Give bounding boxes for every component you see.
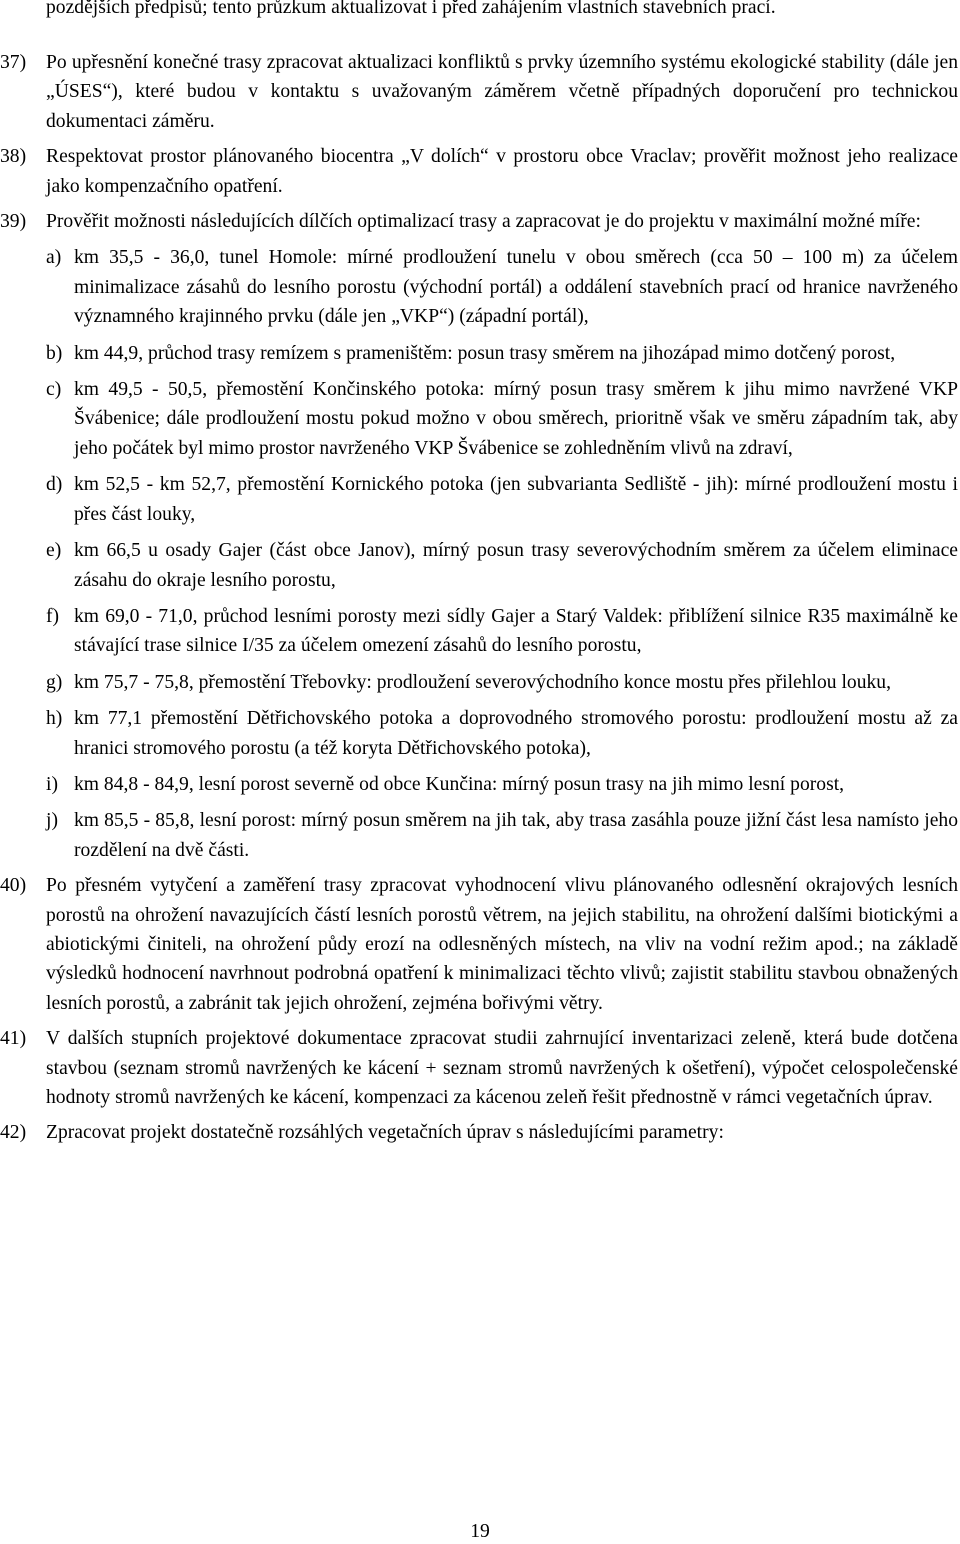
item-text: Po přesném vytyčení a zaměření trasy zpracovat vyhodnocení vlivu plánovaného odlesnění okrajových lesních porostů na ohrožení navazujících částí lesních porostů větrem, na jejich stabilitu, na ohrožení dalšími biotickými a abiotickými činiteli, na ohrožení půdy erozí na odlesněných místech, na vliv na vodní režim apod.; na základě výsledků hodnocení navrhnout podrobná opatření k minimalizaci těchto vlivů; zajistit stabilitu stavbou obnažených lesních porostů, a zabránit tak jejich ohrožení, zejména bořivými větry. bbox=[46, 875, 958, 1014]
subitem-text: km 84,8 - 84,9, lesní porost severně od obce Kunčina: mírný posun trasy na jih mimo lesní porost, bbox=[74, 773, 845, 795]
item-37 bbox=[0, 48, 960, 136]
subitem-j bbox=[0, 806, 960, 865]
subitem-text: km 52,5 - km 52,7, přemostění Kornického potoka (jen subvarianta Sedliště - jih): mírné prodloužení mostu i přes část louky, bbox=[74, 474, 958, 525]
subitem-text: km 77,1 přemostění Dětřichovského potoka a doprovodného stromového porostu: prodloužení mostu až za hranici stromového porostu (a též koryta Dětřichovského potoka), bbox=[74, 708, 958, 759]
subitem-f bbox=[0, 602, 960, 661]
intro-continuation: pozdějších předpisů; tento průzkum aktualizovat i před zahájením vlastních stavebních prací. bbox=[46, 0, 776, 18]
item-text: Respektovat prostor plánovaného biocentra „V dolích“ v prostoru obce Vraclav; prověřit možnost jeho realizace jako kompenzačního opatření. bbox=[46, 146, 958, 197]
item-number: 41) bbox=[0, 1028, 27, 1050]
subitem-text: km 44,9, průchod trasy remízem s prameništěm: posun trasy směrem na jihozápad mimo dotčený porost, bbox=[74, 342, 896, 364]
subitem-letter: i) bbox=[46, 773, 58, 795]
item-40 bbox=[0, 871, 960, 1018]
item-text: Zpracovat projekt dostatečně rozsáhlých vegetačních úprav s následujícími parametry: bbox=[46, 1122, 724, 1144]
subitem-letter: b) bbox=[46, 342, 63, 364]
subitem-c bbox=[0, 375, 960, 463]
subitem-letter: j) bbox=[46, 810, 58, 832]
subitem-letter: c) bbox=[46, 379, 62, 401]
item-number: 42) bbox=[0, 1122, 27, 1144]
subitem-text: km 85,5 - 85,8, lesní porost: mírný posun směrem na jih tak, aby trasa zasáhla pouze jižní část lesa namísto jeho rozdělení na dvě části. bbox=[74, 810, 958, 861]
item-42 bbox=[0, 1118, 960, 1147]
subitem-text: km 75,7 - 75,8, přemostění Třebovky: prodloužení severovýchodního konce mostu přes přilehlou louku, bbox=[74, 671, 891, 693]
subitem-g bbox=[0, 668, 960, 697]
subitem-i bbox=[0, 770, 960, 799]
subitem-a bbox=[0, 243, 960, 331]
item-text: Prověřit možnosti následujících dílčích optimalizací trasy a zapracovat je do projektu v maximální možné míře: bbox=[46, 211, 921, 233]
subitem-text: km 66,5 u osady Gajer (část obce Janov), mírný posun trasy severovýchodním směrem za účelem eliminace zásahu do okraje lesního porostu, bbox=[74, 540, 958, 591]
item-text: Po upřesnění konečné trasy zpracovat aktualizaci konfliktů s prvky územního systému ekologické stability (dále jen „ÚSES“), které budou v kontaktu s uvažovaným záměrem včetně případných doporučení pro technickou dokumentaci záměru. bbox=[46, 52, 958, 132]
subitem-h bbox=[0, 704, 960, 763]
page-number: 19 bbox=[470, 1521, 490, 1542]
subitem-letter: f) bbox=[46, 605, 60, 627]
subitem-letter: d) bbox=[46, 474, 63, 496]
item-text: V dalších stupních projektové dokumentace zpracovat studii zahrnující inventarizaci zeleně, která bude dotčena stavbou (seznam stromů navržených ke kácení + seznam stromů navržených k ošetření), výpočet celospolečenské hodnoty stromů navržených ke kácení, kompenzaci za kácenou zeleň řešit přednostně v rámci vegetačních úprav. bbox=[46, 1028, 958, 1108]
subitem-text: km 49,5 - 50,5, přemostění Končinského potoka: mírný posun trasy směrem k jihu mimo navržené VKP Švábenice; dále prodloužení mostu pokud možno v obou směrech, prioritně však ve směru západním tak, aby jeho počátek byl mimo prostor navrženého VKP Švábenice se zohledněním vlivů na zdraví, bbox=[74, 379, 958, 459]
item-38 bbox=[0, 142, 960, 201]
subitem-letter: h) bbox=[46, 708, 63, 730]
subitem-letter: e) bbox=[46, 540, 62, 562]
subitem-e bbox=[0, 536, 960, 595]
subitem-b bbox=[0, 339, 960, 368]
item-number: 39) bbox=[0, 211, 27, 233]
item-41 bbox=[0, 1024, 960, 1112]
subitem-text: km 69,0 - 71,0, průchod lesními porosty mezi sídly Gajer a Starý Valdek: přiblížení silnice R35 maximálně ke stávající trase silnice I/35 za účelem omezení zásahů do lesního porostu, bbox=[74, 605, 958, 657]
subitem-d bbox=[0, 470, 960, 529]
item-number: 38) bbox=[0, 146, 27, 168]
item-number: 40) bbox=[0, 875, 27, 897]
subitem-text: km 35,5 - 36,0, tunel Homole: mírné prodloužení tunelu v obou směrech (cca 50 – 100 m) za účelem minimalizace zásahů do lesního porostu (východní portál) a oddálení stavebních prací od hranice navrženého významného krajinného prvku (dále jen „VKP“) (západní portál), bbox=[74, 247, 958, 328]
subitem-letter: g) bbox=[46, 671, 63, 693]
subitem-letter: a) bbox=[46, 247, 62, 269]
item-39 bbox=[0, 207, 960, 236]
item-number: 37) bbox=[0, 52, 27, 73]
